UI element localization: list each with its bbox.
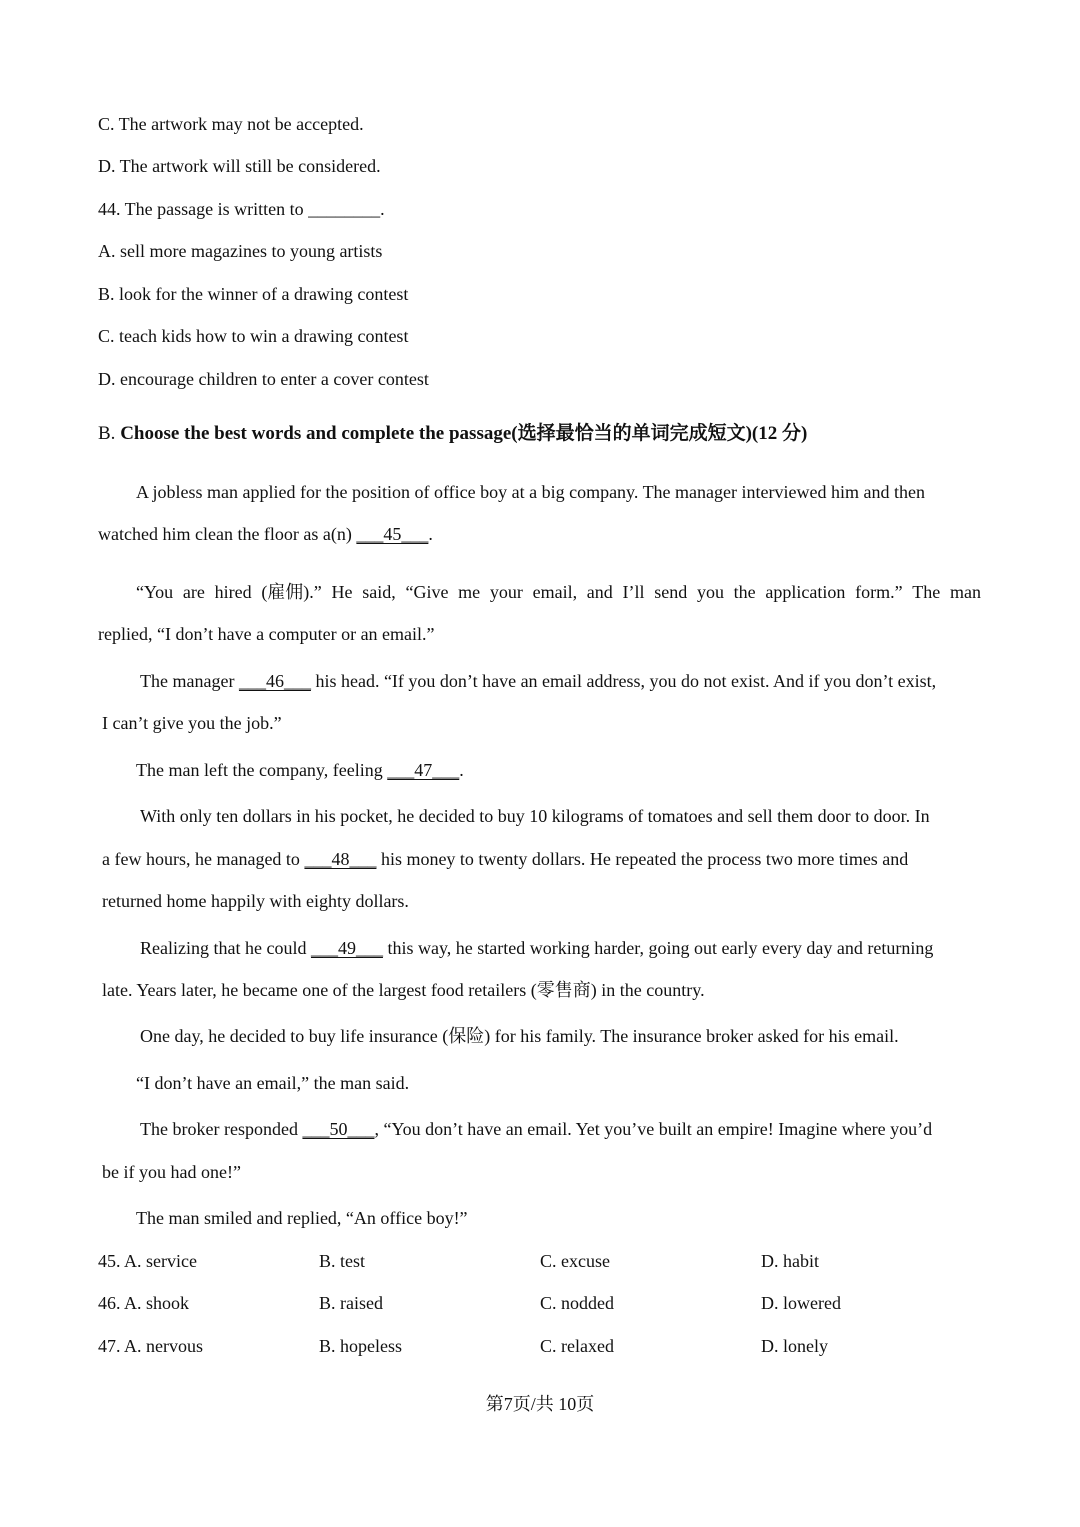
choice-47-d: D. lonely: [761, 1336, 828, 1356]
passage-word: email,: [532, 582, 578, 602]
choice-45-d: D. habit: [761, 1251, 819, 1271]
passage-word: send: [654, 582, 688, 602]
choice-46-c: C. nodded: [540, 1293, 614, 1313]
choice-47-a: 47. A. nervous: [98, 1336, 203, 1356]
q44-stem-text: 44. The passage is written to: [98, 199, 309, 219]
q44-stem-blank: ________: [308, 199, 381, 219]
passage-word: form.”: [855, 582, 903, 602]
passage-word: I’ll: [622, 582, 645, 602]
passage-word: me: [458, 582, 481, 602]
passage-text: his money to twenty dollars. He repeated the process two more times and: [376, 849, 909, 869]
passage-p8: “I don’t have an email,” the man said.: [136, 1073, 410, 1093]
passage-word: “Give: [405, 582, 449, 602]
passage-p3-line1: [140, 672, 936, 690]
passage-word: are: [182, 582, 205, 602]
blank-47: ___47___: [387, 760, 460, 780]
passage-text: his head. “If you don’t have an email address, you do not exist. And if you don’t exist,: [310, 671, 937, 691]
choice-47-b: B. hopeless: [319, 1336, 402, 1356]
section-b-title: Choose the best words and complete the passage: [120, 423, 512, 444]
page-number: 第7页/共 10页: [485, 1394, 595, 1414]
blank-49: ___49___: [310, 938, 383, 958]
passage-word: said,: [362, 582, 396, 602]
choice-46-a: 46. A. shook: [98, 1293, 190, 1313]
passage-text: this way, he started working harder, going out early every day and returning: [382, 938, 934, 958]
blank-50: ___50___: [302, 1119, 375, 1139]
passage-p2-line1: [136, 583, 981, 601]
passage-word: and: [586, 582, 613, 602]
passage-p6-line2: late. Years later, he became one of the largest food retailers (零售商) in the country.: [102, 980, 705, 1000]
passage-text: , “You don’t have an email. Yet you’ve built an empire! Imagine where you’d: [374, 1119, 933, 1139]
section-b-prefix: B.: [98, 423, 121, 444]
blank-46: ___46___: [238, 671, 311, 691]
passage-p9-line2: be if you had one!”: [102, 1162, 241, 1182]
passage-p1-line1: A jobless man applied for the position of office boy at a big company. The manager interviewed him and then: [136, 482, 925, 502]
q44-stem-end: .: [380, 199, 385, 219]
passage-word: “You: [136, 582, 174, 602]
blank-45: ___45___: [356, 524, 429, 544]
section-b-heading: [98, 424, 807, 443]
passage-p5-line2: [102, 850, 908, 868]
passage-text: .: [459, 760, 464, 780]
choice-46-b: B. raised: [319, 1293, 383, 1313]
passage-p2-line2: replied, “I don’t have a computer or an email.”: [98, 624, 435, 644]
passage-p9-line1: [140, 1120, 932, 1138]
passage-p10: The man smiled and replied, “An office boy!”: [136, 1208, 468, 1228]
q43-option-d: D. The artwork will still be considered.: [98, 156, 381, 176]
passage-p7: One day, he decided to buy life insurance (保险) for his family. The insurance broker asked for his email.: [140, 1026, 899, 1046]
passage-text: The broker responded: [140, 1119, 303, 1139]
passage-word: He: [331, 582, 353, 602]
passage-p3-line2: I can’t give you the job.”: [102, 713, 282, 733]
passage-word: (雇佣).”: [261, 582, 322, 602]
q44-option-c: C. teach kids how to win a drawing contest: [98, 326, 409, 346]
passage-text: watched him clean the floor as a(n): [98, 524, 357, 544]
choice-45-a: 45. A. service: [98, 1251, 197, 1271]
passage-p4: [136, 761, 464, 779]
section-b-title-cn: (选择最恰当的单词完成短文): [511, 423, 752, 444]
section-b-score: (12 分): [751, 423, 808, 444]
q44-option-a: A. sell more magazines to young artists: [98, 241, 383, 261]
blank-48: ___48___: [304, 849, 377, 869]
q44-stem: [98, 200, 385, 218]
passage-word: The: [912, 582, 941, 602]
passage-word: the: [733, 582, 756, 602]
choice-45-b: B. test: [319, 1251, 366, 1271]
passage-text: a few hours, he managed to: [102, 849, 305, 869]
passage-word: application: [765, 582, 846, 602]
passage-text: .: [428, 524, 433, 544]
choice-46-d: D. lowered: [761, 1293, 841, 1313]
q43-option-c: C. The artwork may not be accepted.: [98, 114, 364, 134]
choice-47-c: C. relaxed: [540, 1336, 614, 1356]
choice-45-c: C. excuse: [540, 1251, 610, 1271]
passage-word: man: [950, 582, 981, 602]
passage-text: The manager: [140, 671, 239, 691]
passage-text: The man left the company, feeling: [136, 760, 388, 780]
passage-text: Realizing that he could: [140, 938, 311, 958]
passage-word: hired: [214, 582, 252, 602]
passage-p1-line2: [98, 525, 433, 543]
passage-p5-line3: returned home happily with eighty dollars.: [102, 891, 409, 911]
passage-p6-line1: [140, 939, 933, 957]
q44-option-b: B. look for the winner of a drawing contest: [98, 284, 409, 304]
passage-word: you: [696, 582, 724, 602]
passage-word: your: [489, 582, 523, 602]
q44-option-d: D. encourage children to enter a cover contest: [98, 369, 429, 389]
passage-p5-line1: With only ten dollars in his pocket, he decided to buy 10 kilograms of tomatoes and sell them door to door. In: [140, 806, 930, 826]
